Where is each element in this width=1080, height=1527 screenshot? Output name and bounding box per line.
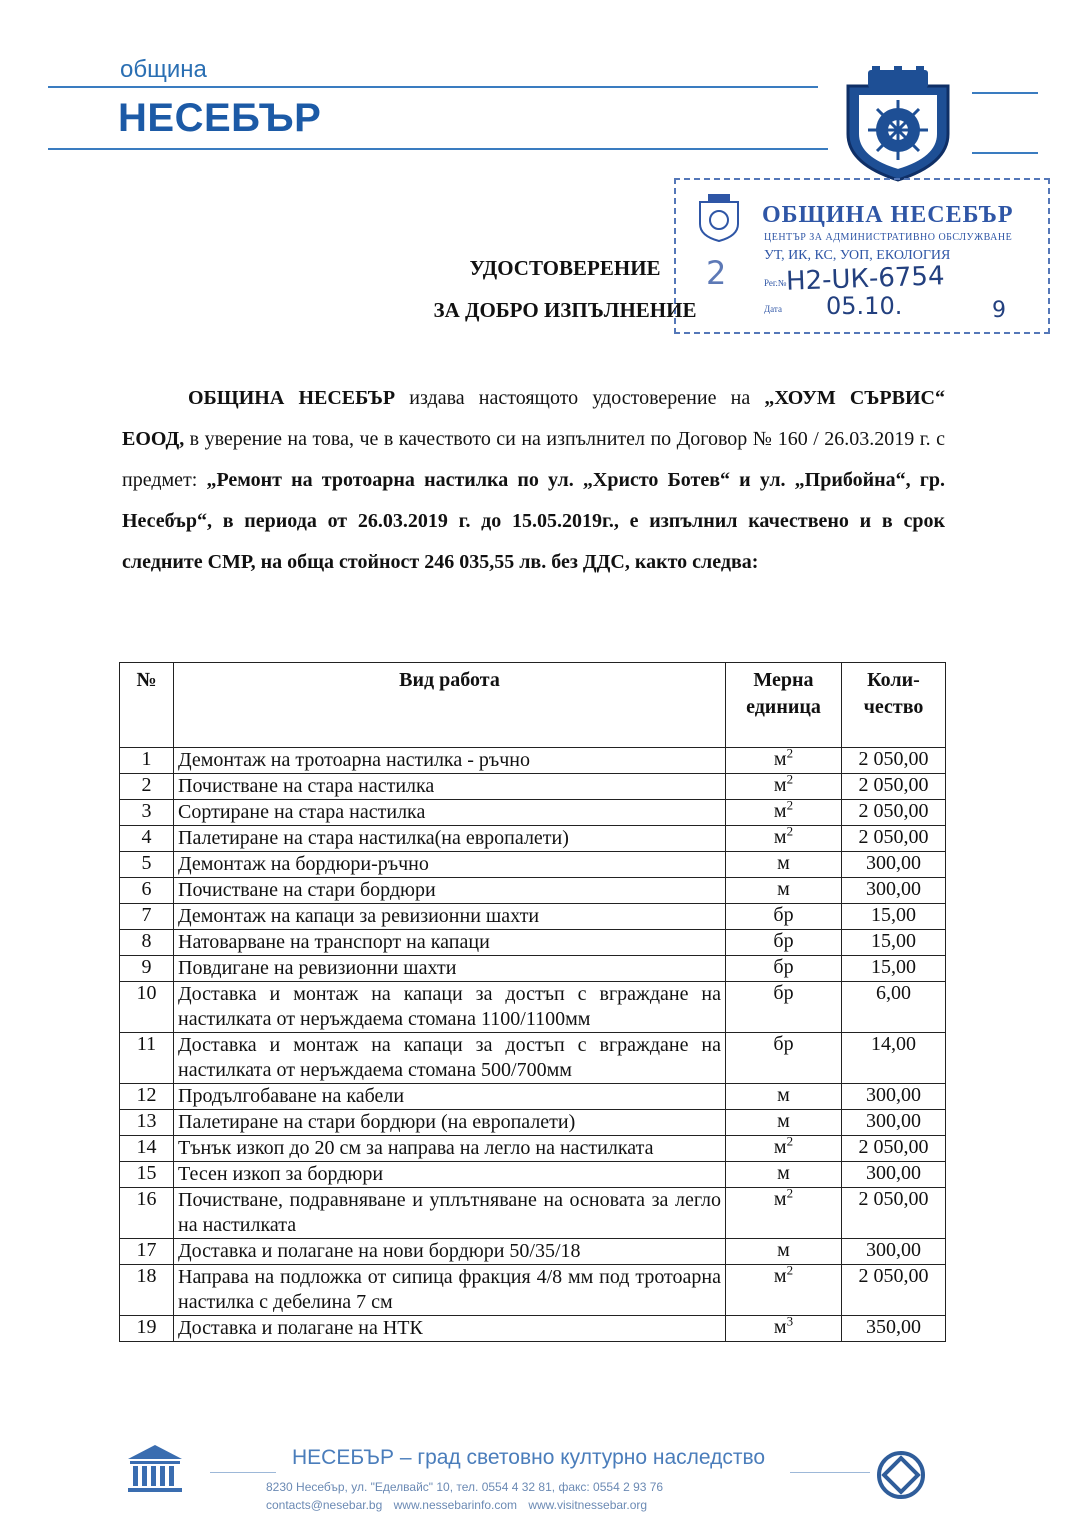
table-row	[120, 852, 946, 878]
footer-slogan: НЕСЕБЪР – град световно културно наследство	[292, 1446, 766, 1469]
row-quantity: 2 050,00	[842, 1136, 946, 1162]
row-work-type: Доставка и полагане на нови бордюри 50/35/18	[174, 1239, 726, 1265]
row-unit: $м^2$	[726, 826, 842, 852]
footer-site-1[interactable]: www.nessebarinfo.com	[393, 1498, 517, 1512]
row-unit: м	[726, 1110, 842, 1136]
row-unit: м	[726, 852, 842, 878]
row-number: 11	[120, 1033, 174, 1084]
row-number: 12	[120, 1084, 174, 1110]
table-row	[120, 1316, 946, 1342]
row-work-type: Палетиране на стари бордюри (на европалети)	[174, 1110, 726, 1136]
row-unit: $м^2$	[726, 748, 842, 774]
world-heritage-emblem-icon	[876, 1450, 926, 1500]
row-number: 19	[120, 1316, 174, 1342]
row-number: 4	[120, 826, 174, 852]
stamp-emblem-icon	[696, 194, 742, 242]
row-quantity: 300,00	[842, 1162, 946, 1188]
row-work-type: Продългобаване на кабели	[174, 1084, 726, 1110]
row-quantity: 2 050,00	[842, 774, 946, 800]
row-unit: $м^3$	[726, 1316, 842, 1342]
row-work-type: Демонтаж на тротоарна настилка - ръчно	[174, 748, 726, 774]
row-quantity: 2 050,00	[842, 826, 946, 852]
row-unit: м	[726, 1162, 842, 1188]
row-number: 9	[120, 956, 174, 982]
row-quantity: 300,00	[842, 878, 946, 904]
row-quantity: 2 050,00	[842, 748, 946, 774]
header-unit: Мерна единица	[726, 663, 842, 748]
row-number: 1	[120, 748, 174, 774]
table-row	[120, 1188, 946, 1239]
table-row	[120, 800, 946, 826]
row-number: 7	[120, 904, 174, 930]
municipality-name: НЕСЕБЪР	[118, 96, 322, 140]
footer-site-2[interactable]: www.visitnessebar.org	[528, 1498, 648, 1512]
issuer-name: ОБЩИНА НЕСЕБЪР	[188, 387, 396, 409]
stamp-reg-number: Н2-UК-6754	[785, 261, 945, 297]
footer-rule-left	[210, 1472, 276, 1473]
header-rule-top	[48, 86, 818, 88]
row-unit: $м^2$	[726, 1188, 842, 1239]
row-unit: $м^2$	[726, 774, 842, 800]
row-work-type: Демонтаж на бордюри-ръчно	[174, 852, 726, 878]
table-row	[120, 1110, 946, 1136]
row-number: 8	[120, 930, 174, 956]
table-row	[120, 930, 946, 956]
row-unit: бр	[726, 956, 842, 982]
row-work-type: Тесен изкоп за бордюри	[174, 1162, 726, 1188]
header-rule-right-top	[972, 92, 1038, 94]
header-work-type: Вид работа	[174, 663, 726, 748]
municipality-label: община	[120, 56, 207, 83]
row-quantity: 14,00	[842, 1033, 946, 1084]
row-work-type: Натоварване на транспорт на капаци	[174, 930, 726, 956]
paragraph-text-2: в уверение на това, че в качеството си на изпълнител по Договор № 160 / 26.03.2019 г. с предмет:	[122, 428, 945, 491]
row-work-type: Доставка и монтаж на капаци за достъп с вграждане на настилката от неръждаема стомана 500/700мм	[174, 1033, 726, 1084]
contract-subject: „Ремонт на тротоарна настилка по ул. „Христо Ботев“ и ул. „Прибойна“, гр. Несебър“, в периода от 26.03.2019 г. до 15.05.2019г., е изпълнил качествено и в срок следните СМР, на обща стойност 246 035,55 лв. без ДДС, както следва:	[122, 469, 946, 573]
municipality-crest-icon	[838, 64, 958, 182]
stamp-year: 9	[992, 298, 1006, 323]
stamp-reg-label: Рег.№	[764, 278, 787, 288]
row-quantity: 2 050,00	[842, 1265, 946, 1316]
row-unit: бр	[726, 930, 842, 956]
works-table-body	[120, 745, 946, 1342]
row-quantity: 6,00	[842, 982, 946, 1033]
row-number: 10	[120, 982, 174, 1033]
header-number: №	[120, 663, 174, 748]
row-number: 3	[120, 800, 174, 826]
footer-rule-right	[790, 1472, 870, 1473]
footer-address: 8230 Несебър, ул. "Еделвайс" 10, тел. 0554 4 32 81, факс: 0554 2 93 76	[266, 1480, 664, 1494]
row-work-type: Тънък изкоп до 20 см за направа на легло на настилката	[174, 1136, 726, 1162]
row-unit: $м^2$	[726, 1136, 842, 1162]
table-row	[120, 1084, 946, 1110]
stamp-subtitle: ЦЕНТЪР ЗА АДМИНИСТРАТИВНО ОБСЛУЖВАНЕ	[764, 232, 1013, 243]
table-row	[120, 956, 946, 982]
table-row	[120, 774, 946, 800]
row-quantity: 2 050,00	[842, 1188, 946, 1239]
table-header-row	[120, 663, 946, 748]
unesco-logo-icon	[124, 1443, 186, 1495]
row-work-type: Демонтаж на капаци за ревизионни шахти	[174, 904, 726, 930]
row-number: 5	[120, 852, 174, 878]
row-work-type: Палетиране на стара настилка(на европалети)	[174, 826, 726, 852]
row-unit: бр	[726, 1033, 842, 1084]
row-number: 13	[120, 1110, 174, 1136]
row-number: 15	[120, 1162, 174, 1188]
row-quantity: 15,00	[842, 956, 946, 982]
stamp-title: ОБЩИНА НЕСЕБЪР	[762, 202, 1014, 228]
table-row	[120, 1239, 946, 1265]
row-unit: бр	[726, 982, 842, 1033]
row-work-type: Повдигане на ревизионни шахти	[174, 956, 726, 982]
row-unit: $м^2$	[726, 1265, 842, 1316]
header-rule-bottom	[48, 148, 828, 150]
row-work-type: Почистване на стари бордюри	[174, 878, 726, 904]
row-unit: бр	[726, 904, 842, 930]
row-unit: м	[726, 1239, 842, 1265]
row-quantity: 2 050,00	[842, 800, 946, 826]
table-row	[120, 748, 946, 774]
table-row	[120, 826, 946, 852]
works-table	[119, 662, 946, 1342]
row-number: 6	[120, 878, 174, 904]
row-work-type: Сортиране на стара настилка	[174, 800, 726, 826]
table-row	[120, 1265, 946, 1316]
row-work-type: Почистване, подравняване и уплътняване на основата за легло на настилката	[174, 1188, 726, 1239]
row-number: 18	[120, 1265, 174, 1316]
row-quantity: 300,00	[842, 1110, 946, 1136]
stamp-date-label: Дата	[764, 304, 782, 314]
document-subtitle: ЗА ДОБРО ИЗПЪЛНЕНИЕ	[433, 298, 697, 322]
row-number: 16	[120, 1188, 174, 1239]
row-quantity: 300,00	[842, 1239, 946, 1265]
row-number: 14	[120, 1136, 174, 1162]
stamp-department: УТ, ИК, КС, УОП, ЕКОЛОГИЯ	[764, 248, 951, 263]
table-row	[120, 1162, 946, 1188]
table-row	[120, 1033, 946, 1084]
row-number: 2	[120, 774, 174, 800]
row-unit: м	[726, 878, 842, 904]
table-row	[120, 904, 946, 930]
row-quantity: 300,00	[842, 1084, 946, 1110]
certificate-paragraph	[122, 378, 945, 583]
table-row	[120, 1136, 946, 1162]
table-row	[120, 982, 946, 1033]
row-quantity: 300,00	[842, 852, 946, 878]
contractor-name: „ХОУМ СЪРВИС“ ЕООД,	[122, 387, 945, 450]
row-unit: м	[726, 1084, 842, 1110]
row-work-type: Доставка и полагане на НТК	[174, 1316, 726, 1342]
row-work-type: Доставка и монтаж на капаци за достъп с вграждане на настилката от неръждаема стомана 1100/1100мм	[174, 982, 726, 1033]
table-row	[120, 878, 946, 904]
document-title: УДОСТОВЕРЕНИЕ	[469, 256, 661, 280]
paragraph-text-1: издава настоящото удостоверение на	[395, 387, 765, 409]
row-work-type: Почистване на стара настилка	[174, 774, 726, 800]
row-work-type: Направа на подложка от сипица фракция 4/8 мм под тротоарна настилка с дебелина 7 см	[174, 1265, 726, 1316]
footer-contacts	[266, 1498, 647, 1512]
stamp-copy-number: 2	[706, 254, 727, 292]
row-quantity: 15,00	[842, 930, 946, 956]
stamp-date: 05.10.	[826, 292, 903, 320]
header-quantity: Коли- чество	[842, 663, 946, 748]
row-quantity: 350,00	[842, 1316, 946, 1342]
header-rule-right-bottom	[972, 152, 1038, 154]
row-quantity: 15,00	[842, 904, 946, 930]
row-number: 17	[120, 1239, 174, 1265]
footer-email[interactable]: contacts@nesebar.bg	[266, 1498, 383, 1512]
row-unit: $м^2$	[726, 800, 842, 826]
